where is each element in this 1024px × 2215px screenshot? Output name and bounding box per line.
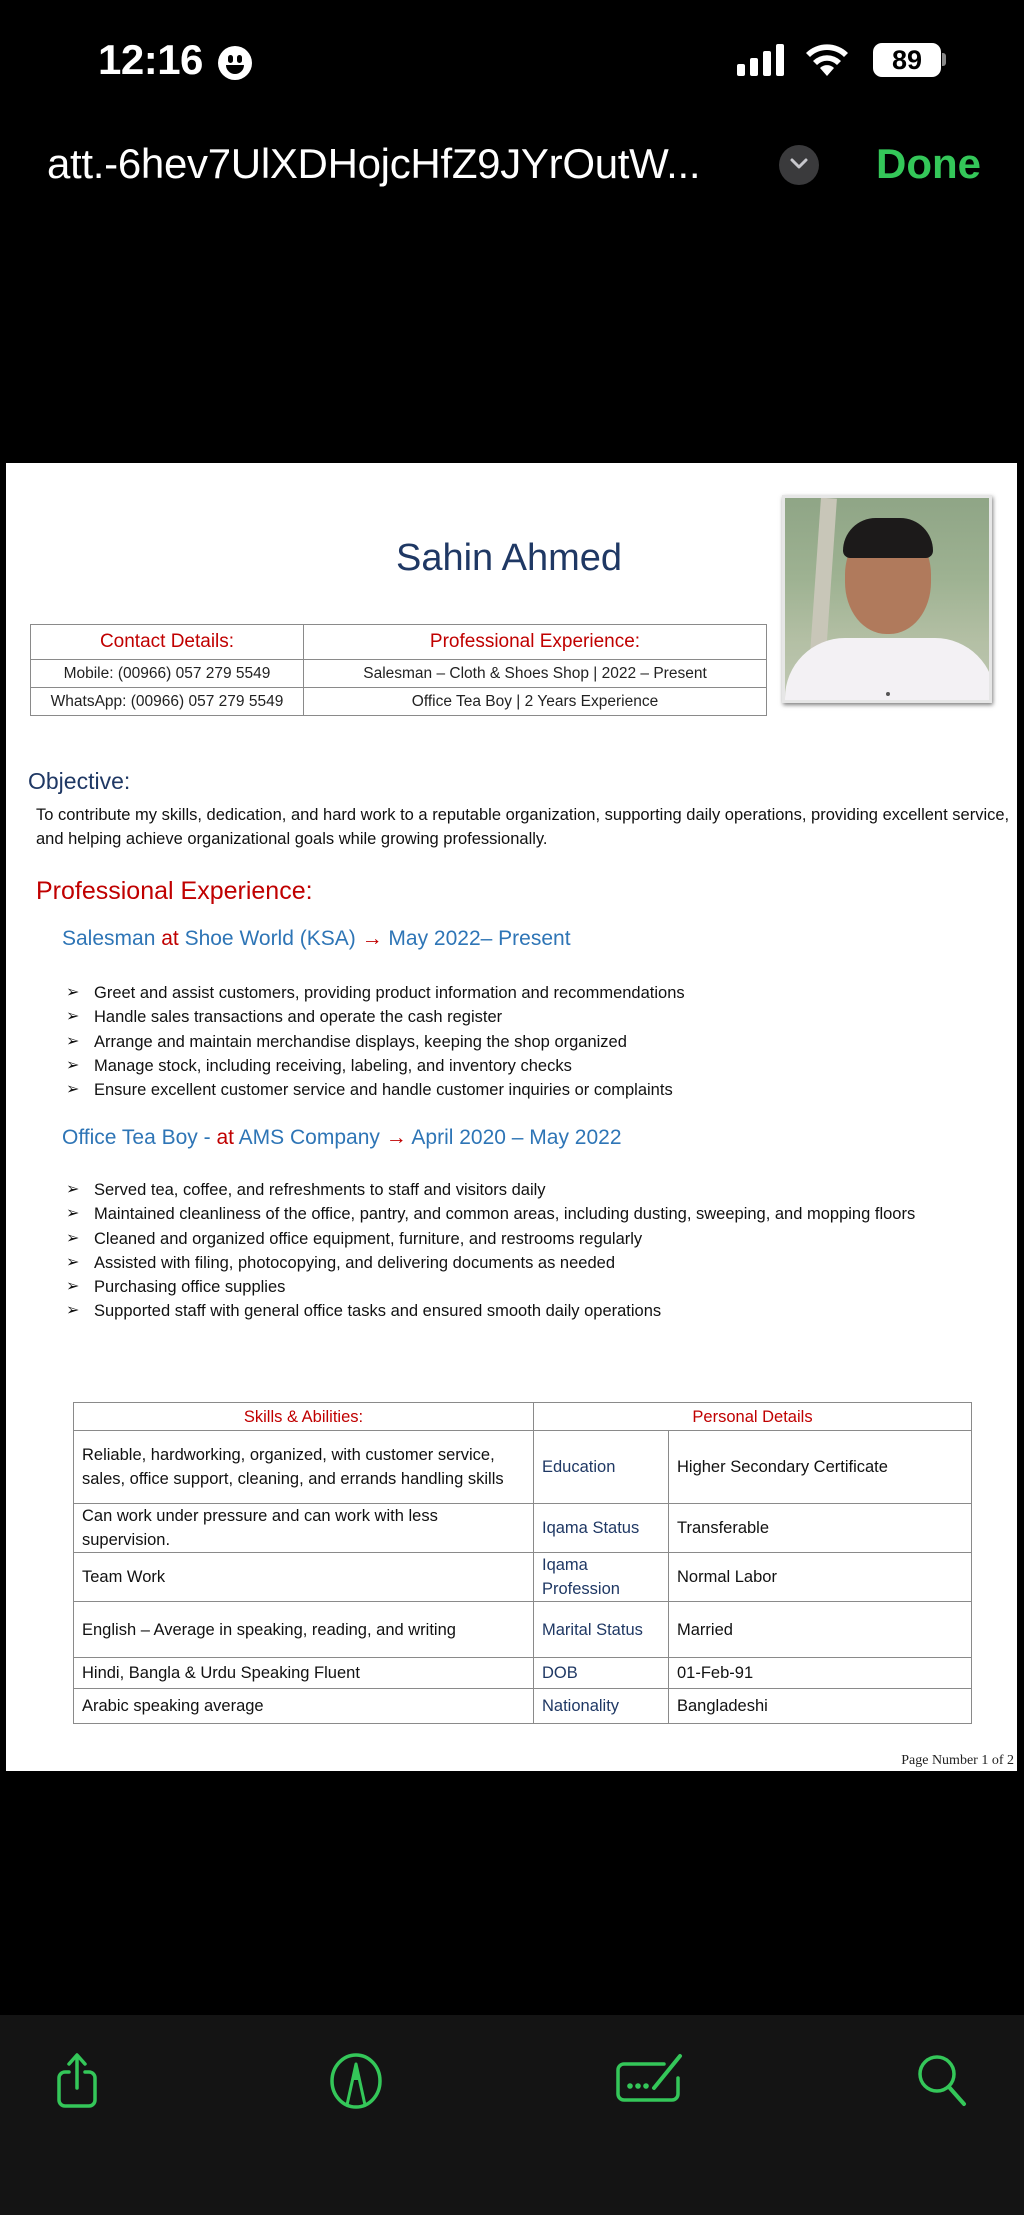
signature-icon (612, 2050, 692, 2110)
list-item: ➢ Maintained cleanliness of the office, pantry, and common areas, including dusting, sweeping, and mopping floors (66, 1202, 915, 1226)
arrowhead-bullet-icon: ➢ (66, 1032, 80, 1050)
job-company: AMS Company (233, 1126, 386, 1149)
skill-cell: English – Average in speaking, reading, and writing (74, 1602, 534, 1658)
clock: 12:16 (98, 36, 203, 83)
table-row (74, 1431, 972, 1504)
list-item: ➢ Purchasing office supplies (66, 1275, 915, 1299)
profile-photo (782, 495, 992, 703)
arrowhead-bullet-icon: ➢ (66, 1181, 80, 1198)
skill-cell: Reliable, hardworking, organized, with customer service, sales, office support, cleaning, and errands handling skills (74, 1431, 534, 1504)
salesman-duties-list (66, 981, 685, 1102)
skills-header: Skills & Abilities: (74, 1403, 534, 1431)
detail-value: 01-Feb-91 (669, 1658, 972, 1689)
detail-value: Normal Labor (669, 1553, 972, 1602)
list-item: ➢ Supported staff with general office tasks and ensured smooth daily operations (66, 1299, 915, 1323)
arrowhead-bullet-icon: ➢ (66, 1302, 80, 1320)
page-number: Page Number 1 of 2 (901, 1753, 1014, 1768)
bottom-toolbar (0, 2015, 1024, 2215)
detail-label: Marital Status (534, 1602, 669, 1658)
arrowhead-bullet-icon: ➢ (66, 1253, 80, 1271)
objective-heading: Objective: (28, 768, 131, 794)
battery-indicator: 89 (873, 43, 941, 77)
skill-cell: Can work under pressure and can work with less supervision. (74, 1504, 534, 1553)
cellular-signal-icon (737, 44, 784, 76)
markup-button[interactable] (326, 2050, 386, 2110)
mobile-cell: Mobile: (00966) 057 279 5549 (31, 660, 304, 688)
battery-cap (942, 53, 946, 66)
job-at: at (216, 1126, 234, 1149)
search-icon (912, 2050, 972, 2110)
file-title[interactable]: att.-6hev7UlXDHojcHfZ9JYrOutW... (47, 140, 701, 187)
arrowhead-bullet-icon: ➢ (66, 1008, 80, 1026)
list-item: ➢ Greet and assist customers, providing product information and recommendations (66, 981, 685, 1005)
skill-cell: Arabic speaking average (74, 1689, 534, 1724)
candidate-name: Sahin Ahmed (396, 537, 623, 579)
job-title-tea-boy (62, 1126, 622, 1150)
detail-label: Iqama Status (534, 1504, 669, 1553)
job-period: May 2022– Present (382, 927, 571, 950)
done-button[interactable]: Done (876, 140, 981, 187)
list-item: ➢ Served tea, coffee, and refreshments to staff and visitors daily (66, 1178, 915, 1202)
table-row (74, 1553, 972, 1602)
detail-label: Iqama Profession (534, 1553, 669, 1602)
arrow-right-icon: → (361, 927, 383, 950)
smiley-face-icon (218, 46, 252, 80)
arrowhead-bullet-icon: ➢ (66, 1278, 80, 1296)
wifi-icon (804, 40, 850, 78)
markup-icon (326, 2050, 386, 2110)
experience-cell: Office Tea Boy | 2 Years Experience (304, 688, 767, 716)
arrowhead-bullet-icon: ➢ (66, 1081, 80, 1099)
skills-personal-table (73, 1402, 972, 1724)
list-item: ➢ Handle sales transactions and operate the cash register (66, 1005, 685, 1029)
arrowhead-bullet-icon: ➢ (66, 984, 80, 1001)
document-page[interactable] (6, 463, 1017, 1771)
detail-value: Transferable (669, 1504, 972, 1553)
table-row (74, 1658, 972, 1689)
contact-details-header: Contact Details: (31, 625, 304, 660)
arrowhead-bullet-icon: ➢ (66, 1229, 80, 1247)
experience-heading: Professional Experience: (36, 877, 313, 905)
personal-details-header: Personal Details (534, 1403, 972, 1431)
detail-label: DOB (534, 1658, 669, 1689)
job-title-salesman (62, 927, 571, 951)
list-item: ➢ Ensure excellent customer service and handle customer inquiries or complaints (66, 1078, 685, 1102)
share-icon (47, 2050, 107, 2110)
detail-value: Higher Secondary Certificate (669, 1431, 972, 1504)
table-row (74, 1504, 972, 1553)
list-item: ➢ Manage stock, including receiving, labeling, and inventory checks (66, 1054, 685, 1078)
arrow-right-icon: → (385, 1126, 407, 1149)
job-period: April 2020 – May 2022 (406, 1126, 622, 1149)
job-company: Shoe World (KSA) (178, 927, 362, 950)
professional-experience-header: Professional Experience: (304, 625, 767, 660)
detail-value: Married (669, 1602, 972, 1658)
list-item: ➢ Cleaned and organized office equipment, furniture, and restrooms regularly (66, 1227, 915, 1251)
skill-cell: Hindi, Bangla & Urdu Speaking Fluent (74, 1658, 534, 1689)
tea-boy-duties-list (66, 1178, 915, 1324)
list-item: ➢ Arrange and maintain merchandise displays, keeping the shop organized (66, 1030, 685, 1054)
signature-button[interactable] (612, 2050, 692, 2110)
contact-table (30, 624, 767, 716)
list-item: ➢ Assisted with filing, photocopying, and delivering documents as needed (66, 1251, 915, 1275)
arrowhead-bullet-icon: ➢ (66, 1056, 80, 1074)
detail-value: Bangladeshi (669, 1689, 972, 1724)
navigation-bar (0, 130, 1024, 200)
detail-label: Education (534, 1431, 669, 1504)
job-role: Salesman (62, 927, 162, 950)
whatsapp-cell: WhatsApp: (00966) 057 279 5549 (31, 688, 304, 716)
search-button[interactable] (912, 2050, 972, 2110)
detail-label: Nationality (534, 1689, 669, 1724)
experience-cell: Salesman – Cloth & Shoes Shop | 2022 – Present (304, 660, 767, 688)
arrowhead-bullet-icon: ➢ (66, 1205, 80, 1223)
objective-text: To contribute my skills, dedication, and hard work to a reputable organization, supporting daily operations, providing excellent service, and helping achieve organizational goals while growing professionally. (36, 806, 1010, 848)
status-bar (0, 0, 1024, 120)
job-at: at (161, 927, 179, 950)
job-role: Office Tea Boy - (62, 1126, 217, 1149)
skill-cell: Team Work (74, 1553, 534, 1602)
table-row (74, 1689, 972, 1724)
share-button[interactable] (47, 2050, 107, 2110)
table-row (74, 1602, 972, 1658)
file-menu-button[interactable] (779, 145, 819, 185)
chevron-down-icon (789, 157, 809, 171)
